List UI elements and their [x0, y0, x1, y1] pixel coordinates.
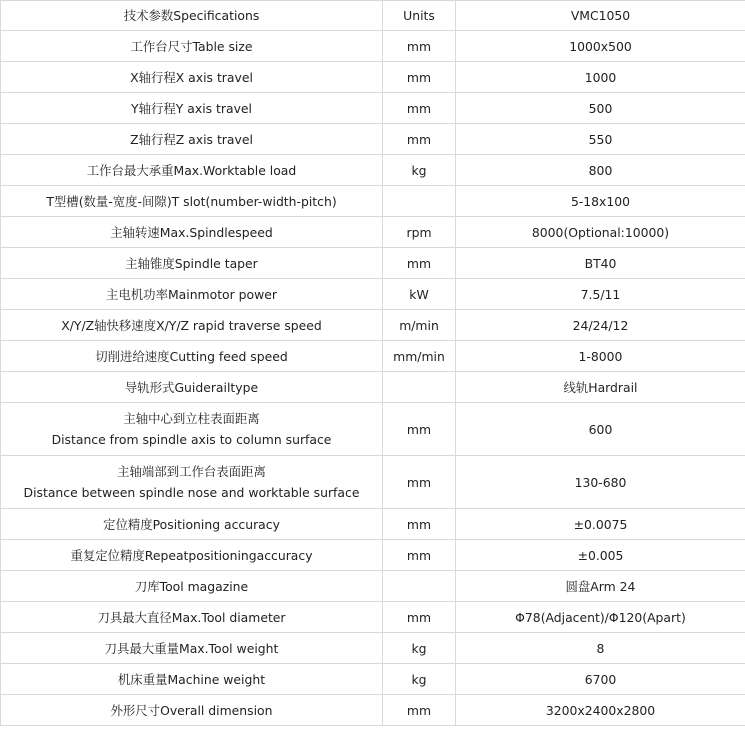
- spec-cell: 工作台尺寸Table size: [1, 31, 383, 62]
- table-row: [1, 155, 745, 186]
- table-row: [1, 186, 745, 217]
- table-row: [1, 664, 745, 695]
- value-cell: 圆盘Arm 24: [456, 571, 745, 602]
- value-cell: 1000x500: [456, 31, 745, 62]
- table-row: [1, 31, 745, 62]
- unit-cell: mm: [383, 456, 456, 509]
- table-row: [1, 93, 745, 124]
- table-row: [1, 279, 745, 310]
- header-specifications: 技术参数Specifications: [1, 1, 383, 31]
- table-row: [1, 695, 745, 726]
- unit-cell: mm: [383, 93, 456, 124]
- spec-cell: 导轨形式Guiderailtype: [1, 372, 383, 403]
- spec-cell: 刀具最大重量Max.Tool weight: [1, 633, 383, 664]
- spec-cell: T型槽(数量-宽度-间隙)T slot(number-width-pitch): [1, 186, 383, 217]
- unit-cell: mm: [383, 509, 456, 540]
- unit-cell: kg: [383, 155, 456, 186]
- unit-cell: [383, 571, 456, 602]
- header-units: Units: [383, 1, 456, 31]
- table-row: [1, 62, 745, 93]
- table-row: [1, 341, 745, 372]
- value-cell: 8000(Optional:10000): [456, 217, 745, 248]
- unit-cell: mm: [383, 540, 456, 571]
- value-cell: 8: [456, 633, 745, 664]
- unit-cell: [383, 372, 456, 403]
- table-row: [1, 248, 745, 279]
- value-cell: ±0.0075: [456, 509, 745, 540]
- value-cell: 130-680: [456, 456, 745, 509]
- spec-cell: 定位精度Positioning accuracy: [1, 509, 383, 540]
- value-cell: ±0.005: [456, 540, 745, 571]
- value-cell: Φ78(Adjacent)/Φ120(Apart): [456, 602, 745, 633]
- unit-cell: mm: [383, 62, 456, 93]
- unit-cell: mm: [383, 31, 456, 62]
- unit-cell: [383, 186, 456, 217]
- value-cell: 600: [456, 403, 745, 456]
- spec-cell-en: Distance from spindle axis to column surface: [51, 432, 332, 447]
- spec-cell-en: Distance between spindle nose and worktable surface: [23, 485, 360, 500]
- unit-cell: kW: [383, 279, 456, 310]
- table-row: [1, 540, 745, 571]
- unit-cell: mm/min: [383, 341, 456, 372]
- table-row: [1, 571, 745, 602]
- value-cell: 线轨Hardrail: [456, 372, 745, 403]
- unit-cell: mm: [383, 124, 456, 155]
- spec-cell: [1, 403, 383, 456]
- value-cell: 24/24/12: [456, 310, 745, 341]
- spec-cell: 机床重量Machine weight: [1, 664, 383, 695]
- spec-cell: 工作台最大承重Max.Worktable load: [1, 155, 383, 186]
- spec-cell: 主轴转速Max.Spindlespeed: [1, 217, 383, 248]
- spec-cell: 主电机功率Mainmotor power: [1, 279, 383, 310]
- value-cell: 500: [456, 93, 745, 124]
- spec-cell: Z轴行程Z axis travel: [1, 124, 383, 155]
- table-row: [1, 217, 745, 248]
- table-row: [1, 372, 745, 403]
- value-cell: 1-8000: [456, 341, 745, 372]
- value-cell: 7.5/11: [456, 279, 745, 310]
- spec-cell: 刀具最大直径Max.Tool diameter: [1, 602, 383, 633]
- value-cell: 6700: [456, 664, 745, 695]
- table-row: [1, 633, 745, 664]
- value-cell: 3200x2400x2800: [456, 695, 745, 726]
- value-cell: 550: [456, 124, 745, 155]
- value-cell: 5-18x100: [456, 186, 745, 217]
- value-cell: 1000: [456, 62, 745, 93]
- spec-cell: X/Y/Z轴快移速度X/Y/Z rapid traverse speed: [1, 310, 383, 341]
- table-row: [1, 602, 745, 633]
- unit-cell: m/min: [383, 310, 456, 341]
- spec-cell-cn: 主轴中心到立柱表面距离: [123, 411, 260, 426]
- table-header-row: [1, 1, 745, 31]
- unit-cell: mm: [383, 695, 456, 726]
- unit-cell: kg: [383, 633, 456, 664]
- spec-cell: 外形尺寸Overall dimension: [1, 695, 383, 726]
- unit-cell: rpm: [383, 217, 456, 248]
- table-row: [1, 310, 745, 341]
- spec-cell: 刀库Tool magazine: [1, 571, 383, 602]
- spec-cell: [1, 456, 383, 509]
- table-row: [1, 124, 745, 155]
- spec-cell-cn: 主轴端部到工作台表面距离: [117, 464, 266, 479]
- value-cell: BT40: [456, 248, 745, 279]
- spec-cell: 主轴锥度Spindle taper: [1, 248, 383, 279]
- unit-cell: mm: [383, 248, 456, 279]
- unit-cell: kg: [383, 664, 456, 695]
- spec-cell: 重复定位精度Repeatpositioningaccuracy: [1, 540, 383, 571]
- spec-cell: 切削进给速度Cutting feed speed: [1, 341, 383, 372]
- header-model: VMC1050: [456, 1, 745, 31]
- table-row: [1, 403, 745, 456]
- table-row: [1, 456, 745, 509]
- spec-cell: Y轴行程Y axis travel: [1, 93, 383, 124]
- value-cell: 800: [456, 155, 745, 186]
- unit-cell: mm: [383, 403, 456, 456]
- spec-cell: X轴行程X axis travel: [1, 62, 383, 93]
- unit-cell: mm: [383, 602, 456, 633]
- table-row: [1, 509, 745, 540]
